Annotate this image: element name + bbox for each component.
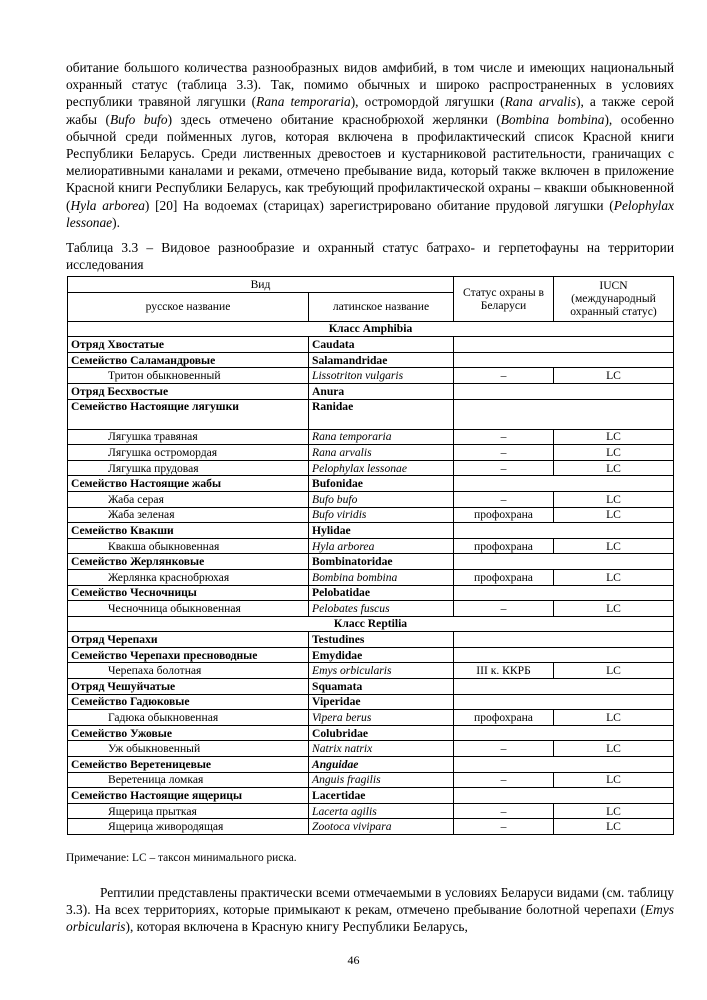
taxon-group-row: [68, 725, 674, 741]
header-iucn: IUCN (международный охранный статус): [554, 277, 674, 322]
group-latin-name: Caudata: [309, 337, 454, 353]
group-russian-name: Семейство Настоящие лягушки: [68, 399, 309, 429]
species-latin-name: Bufo bufo: [309, 491, 454, 507]
species-row: [68, 710, 674, 726]
group-empty-cell: [454, 788, 674, 804]
paragraph-text: ) [20] На водоемах (старицах) зарегистрировано обитание прудовой лягушки (: [144, 197, 614, 213]
species-russian-name: Квакша обыкновенная: [68, 538, 309, 554]
latin-name-text: Rana temporaria: [256, 94, 351, 110]
species-row: [68, 772, 674, 788]
species-row: [68, 491, 674, 507]
intro-paragraph: [66, 59, 674, 231]
species-latin-name: Rana arvalis: [309, 445, 454, 461]
species-status: профохрана: [454, 569, 554, 585]
paragraph-text: ), которая включена в Красную книгу Республики Беларусь,: [125, 919, 468, 935]
group-latin-name: Squamata: [309, 679, 454, 695]
table-note: Примечание: LC – таксон минимального риска.: [66, 852, 297, 864]
taxon-group-row: [68, 476, 674, 492]
paragraph-text: ), а также серой жабы (: [66, 94, 675, 127]
taxon-group-row: [68, 694, 674, 710]
group-latin-name: Viperidae: [309, 694, 454, 710]
latin-name-text: Bombina bombina: [500, 111, 605, 127]
species-status: –: [454, 491, 554, 507]
group-latin-name: Bombinatoridae: [309, 554, 454, 570]
species-iucn: LC: [554, 741, 674, 757]
species-status: –: [454, 803, 554, 819]
species-iucn: LC: [554, 491, 674, 507]
species-iucn: LC: [554, 507, 674, 523]
species-latin-name: Natrix natrix: [309, 741, 454, 757]
species-latin-name: Pelophylax lessonae: [309, 460, 454, 476]
taxon-group-row: [68, 679, 674, 695]
species-iucn: LC: [554, 538, 674, 554]
group-empty-cell: [454, 383, 674, 399]
species-russian-name: Веретеница ломкая: [68, 772, 309, 788]
paragraph-text: ), особенно обычной среди пойменных лугов, которая включена в профилактический список Красной книги Республики Беларусь. Среди лиственных древостоев и кустарниковой растительности, граничащих с мелиоративными каналами и реками, отмечено пребывание вида, который также включен в приложение Красной книги Республики Беларусь, как требующий профилактической охраны – квакши обыкновенной (: [66, 111, 675, 213]
species-iucn: LC: [554, 772, 674, 788]
group-russian-name: Семейство Саламандровые: [68, 352, 309, 368]
table-caption: Таблица 3.3 – Видовое разнообразие и охранный статус батрахо- и герпетофауны на территории исследования: [66, 240, 674, 272]
taxon-group-row: [68, 554, 674, 570]
group-russian-name: Семейство Квакши: [68, 523, 309, 539]
species-status: профохрана: [454, 710, 554, 726]
group-russian-name: Семейство Гадюковые: [68, 694, 309, 710]
paragraph-text: Рептилии представлены практически всеми отмечаемыми в условиях Беларуси видами (см. таблицу 3.3). На всех территориях, которые примыкают к рекам, отмечено пребывание болотной черепахи (: [66, 885, 674, 918]
taxon-group-row: [68, 337, 674, 353]
species-latin-name: Anguis fragilis: [309, 772, 454, 788]
group-empty-cell: [454, 679, 674, 695]
species-latin-name: Bombina bombina: [309, 569, 454, 585]
species-russian-name: Уж обыкновенный: [68, 741, 309, 757]
species-row: [68, 663, 674, 679]
species-row: [68, 507, 674, 523]
species-russian-name: Лягушка травяная: [68, 429, 309, 445]
latin-name-text: Emys orbicularis: [66, 902, 674, 935]
species-latin-name: Lacerta agilis: [309, 803, 454, 819]
species-russian-name: Гадюка обыкновенная: [68, 710, 309, 726]
group-latin-name: Testudines: [309, 632, 454, 648]
paragraph-text: обитание большого количества разнообразных видов амфибий, в том числе и имеющих национальный охранный статус (таблица 3.3). Так, помимо обычных и широко распространенных в условиях республики травяной лягушки (: [66, 60, 674, 110]
species-russian-name: Жерлянка краснобрюхая: [68, 569, 309, 585]
group-latin-name: Bufonidae: [309, 476, 454, 492]
group-empty-cell: [454, 725, 674, 741]
group-russian-name: Отряд Чешуйчатые: [68, 679, 309, 695]
species-iucn: LC: [554, 819, 674, 835]
species-russian-name: Лягушка остромордая: [68, 445, 309, 461]
species-status: –: [454, 772, 554, 788]
table-header-row: [68, 277, 674, 293]
species-russian-name: Ящерица прыткая: [68, 803, 309, 819]
species-latin-name: Lissotriton vulgaris: [309, 368, 454, 384]
group-russian-name: Отряд Черепахи: [68, 632, 309, 648]
group-empty-cell: [454, 585, 674, 601]
species-iucn: LC: [554, 368, 674, 384]
species-row: [68, 460, 674, 476]
class-name: Класс Reptilia: [68, 616, 674, 632]
taxon-group-row: [68, 585, 674, 601]
header-status: Статус охраны в Беларуси: [454, 277, 554, 322]
group-russian-name: Семейство Веретеницевые: [68, 757, 309, 773]
species-russian-name: Жаба зеленая: [68, 507, 309, 523]
latin-name-text: Bufo bufo: [109, 111, 168, 127]
group-latin-name: Pelobatidae: [309, 585, 454, 601]
header-species: Вид: [68, 277, 454, 293]
group-russian-name: Отряд Хвостатые: [68, 337, 309, 353]
species-status: III к. ККРБ: [454, 663, 554, 679]
paragraph-text: ).: [112, 214, 120, 230]
species-latin-name: Rana temporaria: [309, 429, 454, 445]
taxon-group-row: [68, 788, 674, 804]
group-russian-name: Семейство Настоящие жабы: [68, 476, 309, 492]
species-row: [68, 368, 674, 384]
species-russian-name: Чесночница обыкновенная: [68, 601, 309, 617]
species-iucn: LC: [554, 710, 674, 726]
taxon-group-row: [68, 383, 674, 399]
taxon-group-row: [68, 647, 674, 663]
class-name: Класс Amphibia: [68, 321, 674, 337]
group-russian-name: Отряд Бесхвостые: [68, 383, 309, 399]
species-russian-name: Черепаха болотная: [68, 663, 309, 679]
species-status: –: [454, 368, 554, 384]
species-latin-name: Zootoca vivipara: [309, 819, 454, 835]
taxon-group-row: [68, 352, 674, 368]
species-row: [68, 601, 674, 617]
species-iucn: LC: [554, 803, 674, 819]
species-iucn: LC: [554, 460, 674, 476]
group-latin-name: Emydidae: [309, 647, 454, 663]
taxon-group-row: [68, 632, 674, 648]
paragraph-text: ), остромордой лягушки (: [350, 94, 505, 110]
page-number: 46: [347, 953, 360, 967]
paragraph-text: ) здесь отмечено обитание краснобрюхой жерлянки (: [167, 111, 501, 127]
species-latin-name: Hyla arborea: [309, 538, 454, 554]
group-empty-cell: [454, 337, 674, 353]
species-russian-name: Ящерица живородящая: [68, 819, 309, 835]
group-empty-cell: [454, 352, 674, 368]
species-latin-name: Pelobates fuscus: [309, 601, 454, 617]
group-empty-cell: [454, 757, 674, 773]
species-status: –: [454, 460, 554, 476]
species-status: –: [454, 819, 554, 835]
latin-name-text: Rana arvalis: [504, 94, 577, 110]
species-latin-name: Emys orbicularis: [309, 663, 454, 679]
group-empty-cell: [454, 647, 674, 663]
group-latin-name: Ranidae: [309, 399, 454, 429]
group-empty-cell: [454, 399, 674, 429]
species-iucn: LC: [554, 429, 674, 445]
group-russian-name: Семейство Черепахи пресноводные: [68, 647, 309, 663]
latin-name-text: Hyla arborea: [70, 197, 145, 213]
species-status: –: [454, 429, 554, 445]
taxon-group-row: [68, 757, 674, 773]
group-latin-name: Salamandridae: [309, 352, 454, 368]
species-iucn: LC: [554, 663, 674, 679]
latin-name-text: Pelophylax lessonae: [66, 197, 674, 230]
species-row: [68, 803, 674, 819]
species-russian-name: Тритон обыкновенный: [68, 368, 309, 384]
group-latin-name: Anura: [309, 383, 454, 399]
species-row: [68, 429, 674, 445]
group-russian-name: Семейство Жерлянковые: [68, 554, 309, 570]
species-row: [68, 445, 674, 461]
species-iucn: LC: [554, 601, 674, 617]
species-iucn: LC: [554, 445, 674, 461]
species-russian-name: Жаба серая: [68, 491, 309, 507]
species-table: [67, 276, 674, 835]
species-status: профохрана: [454, 538, 554, 554]
group-russian-name: Семейство Настоящие ящерицы: [68, 788, 309, 804]
group-empty-cell: [454, 694, 674, 710]
species-row: [68, 538, 674, 554]
group-empty-cell: [454, 554, 674, 570]
class-row: [68, 321, 674, 337]
group-russian-name: Семейство Чесночницы: [68, 585, 309, 601]
species-status: –: [454, 601, 554, 617]
species-latin-name: Bufo viridis: [309, 507, 454, 523]
header-latin-name: латинское название: [309, 292, 454, 321]
group-empty-cell: [454, 476, 674, 492]
group-empty-cell: [454, 523, 674, 539]
group-latin-name: Hylidae: [309, 523, 454, 539]
class-row: [68, 616, 674, 632]
species-russian-name: Лягушка прудовая: [68, 460, 309, 476]
species-row: [68, 569, 674, 585]
species-latin-name: Vipera berus: [309, 710, 454, 726]
group-latin-name: Colubridae: [309, 725, 454, 741]
reptiles-paragraph: [66, 884, 674, 936]
taxon-group-row: [68, 399, 674, 429]
species-status: –: [454, 445, 554, 461]
species-row: [68, 819, 674, 835]
group-latin-name: Lacertidae: [309, 788, 454, 804]
group-russian-name: Семейство Ужовые: [68, 725, 309, 741]
species-iucn: LC: [554, 569, 674, 585]
group-empty-cell: [454, 632, 674, 648]
group-latin-name: Anguidae: [309, 757, 454, 773]
species-status: профохрана: [454, 507, 554, 523]
species-status: –: [454, 741, 554, 757]
species-row: [68, 741, 674, 757]
header-russian-name: русское название: [68, 292, 309, 321]
taxon-group-row: [68, 523, 674, 539]
